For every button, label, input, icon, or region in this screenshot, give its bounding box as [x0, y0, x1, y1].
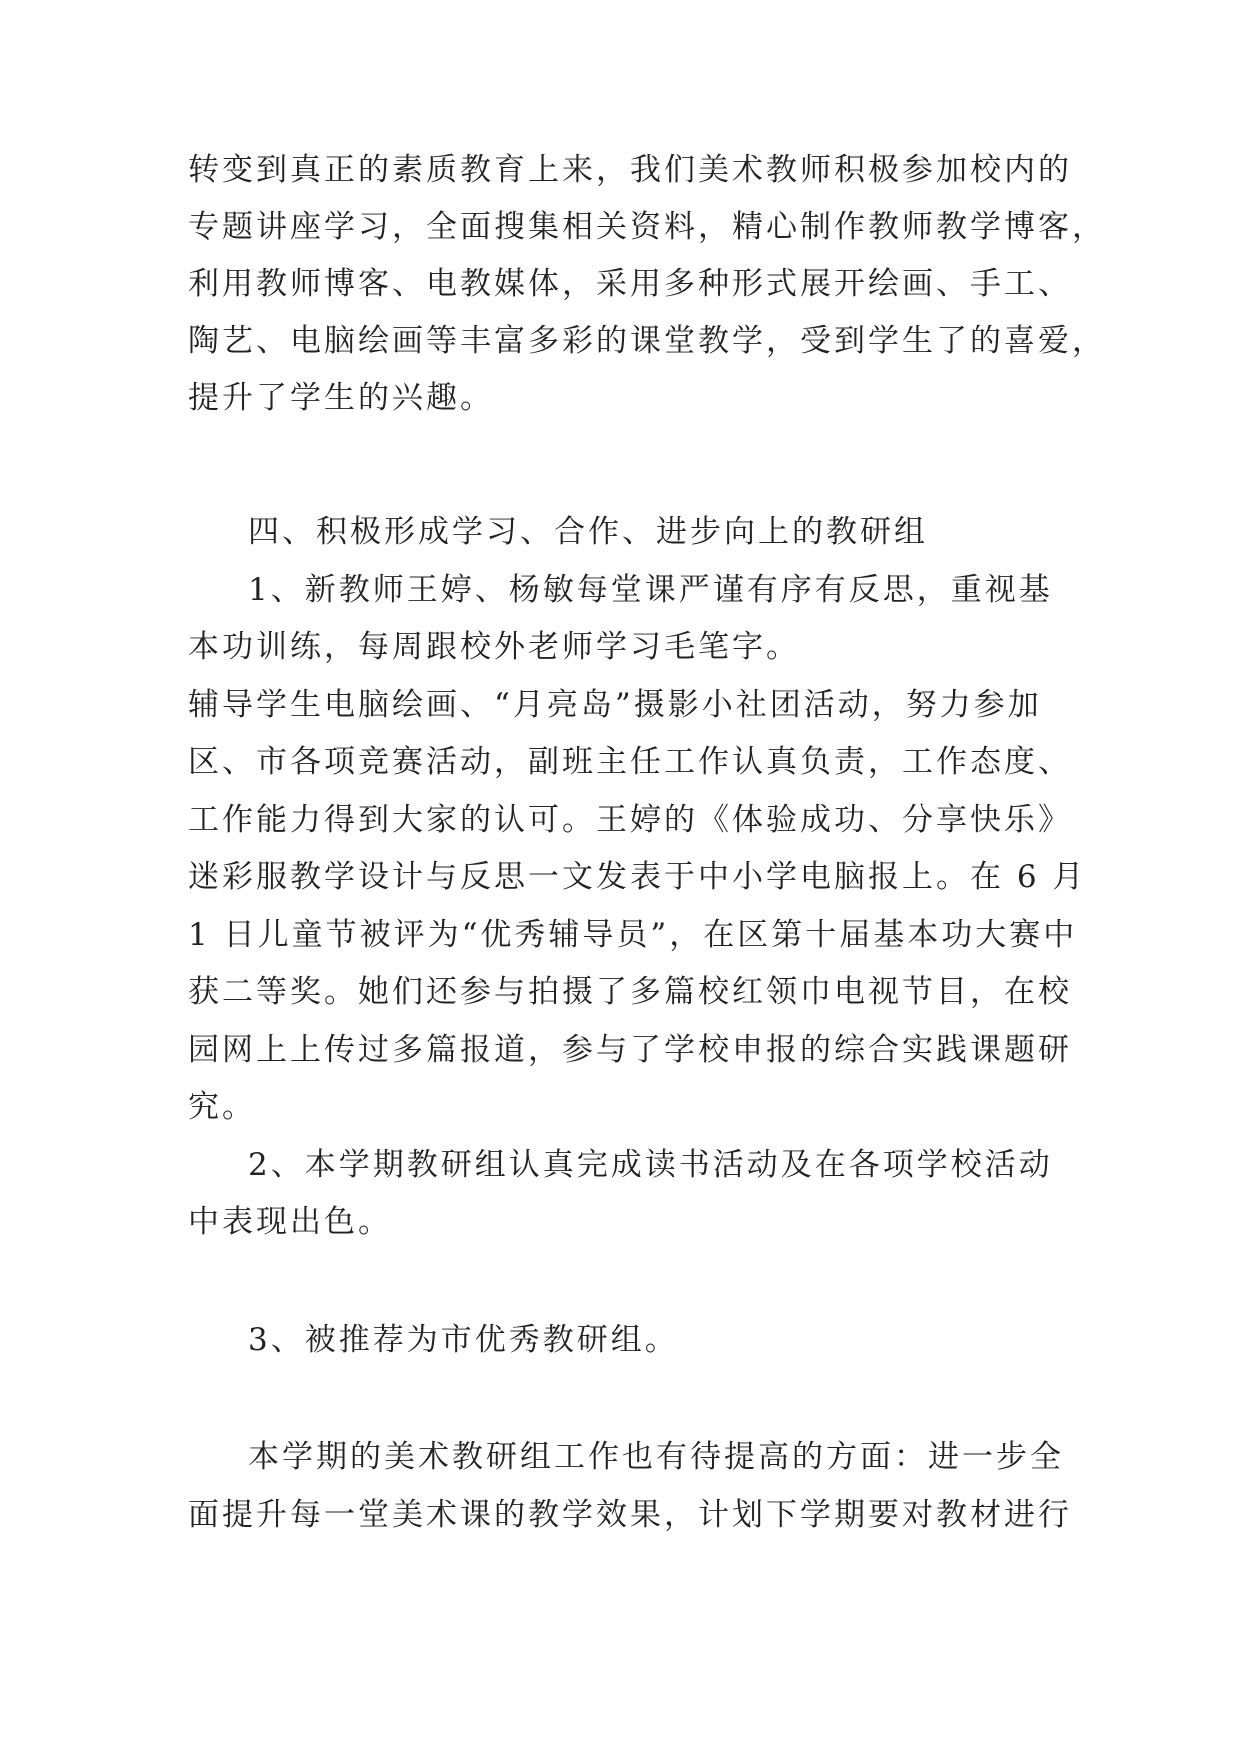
list-item-line: 1 日儿童节被评为“优秀辅导员”，在区第十届基本功大赛中 — [188, 917, 1078, 953]
list-item-line: 中表现出色。 — [188, 1204, 392, 1240]
section-heading: 四、积极形成学习、合作、进步向上的教研组 — [248, 514, 928, 550]
list-item-line: 获二等奖。她们还参与拍摄了多篇校红领巾电视节目，在校 — [188, 974, 1072, 1010]
list-item-line: 辅导学生电脑绘画、“月亮岛”摄影小社团活动，努力参加 — [188, 687, 1042, 723]
list-item-line: 迷彩服教学设计与反思一文发表于中小学电脑报上。在 6 月 — [188, 859, 1087, 895]
paragraph-line: 提升了学生的兴趣。 — [188, 380, 494, 416]
paragraph-line: 面提升每一堂美术课的教学效果，计划下学期要对教材进行 — [188, 1497, 1072, 1533]
list-item-line: 1、新教师王婷、杨敏每堂课严谨有序有反思，重视基 — [248, 572, 1053, 608]
paragraph-line: 专题讲座学习，全面搜集相关资料，精心制作教师教学博客， — [188, 209, 1106, 245]
list-item-line: 区、市各项竞赛活动，副班主任工作认真负责，工作态度、 — [188, 744, 1072, 780]
paragraph-line: 陶艺、电脑绘画等丰富多彩的课堂教学，受到学生了的喜爱， — [188, 323, 1106, 359]
list-item-line: 本功训练，每周跟校外老师学习毛笔字。 — [188, 629, 800, 665]
paragraph-line: 本学期的美术教研组工作也有待提高的方面：进一步全 — [248, 1439, 1064, 1475]
list-item-line: 2、本学期教研组认真完成读书活动及在各项学校活动 — [248, 1147, 1053, 1183]
paragraph-line: 转变到真正的素质教育上来，我们美术教师积极参加校内的 — [188, 152, 1072, 188]
list-item-line: 3、被推荐为市优秀教研组。 — [248, 1322, 679, 1358]
paragraph-line: 利用教师博客、电教媒体，采用多种形式展开绘画、手工、 — [188, 266, 1072, 302]
list-item-line: 究。 — [188, 1089, 256, 1125]
list-item-line: 园网上上传过多篇报道，参与了学校申报的综合实践课题研 — [188, 1032, 1072, 1068]
list-item-line: 工作能力得到大家的认可。王婷的《体验成功、分享快乐》 — [188, 802, 1072, 838]
